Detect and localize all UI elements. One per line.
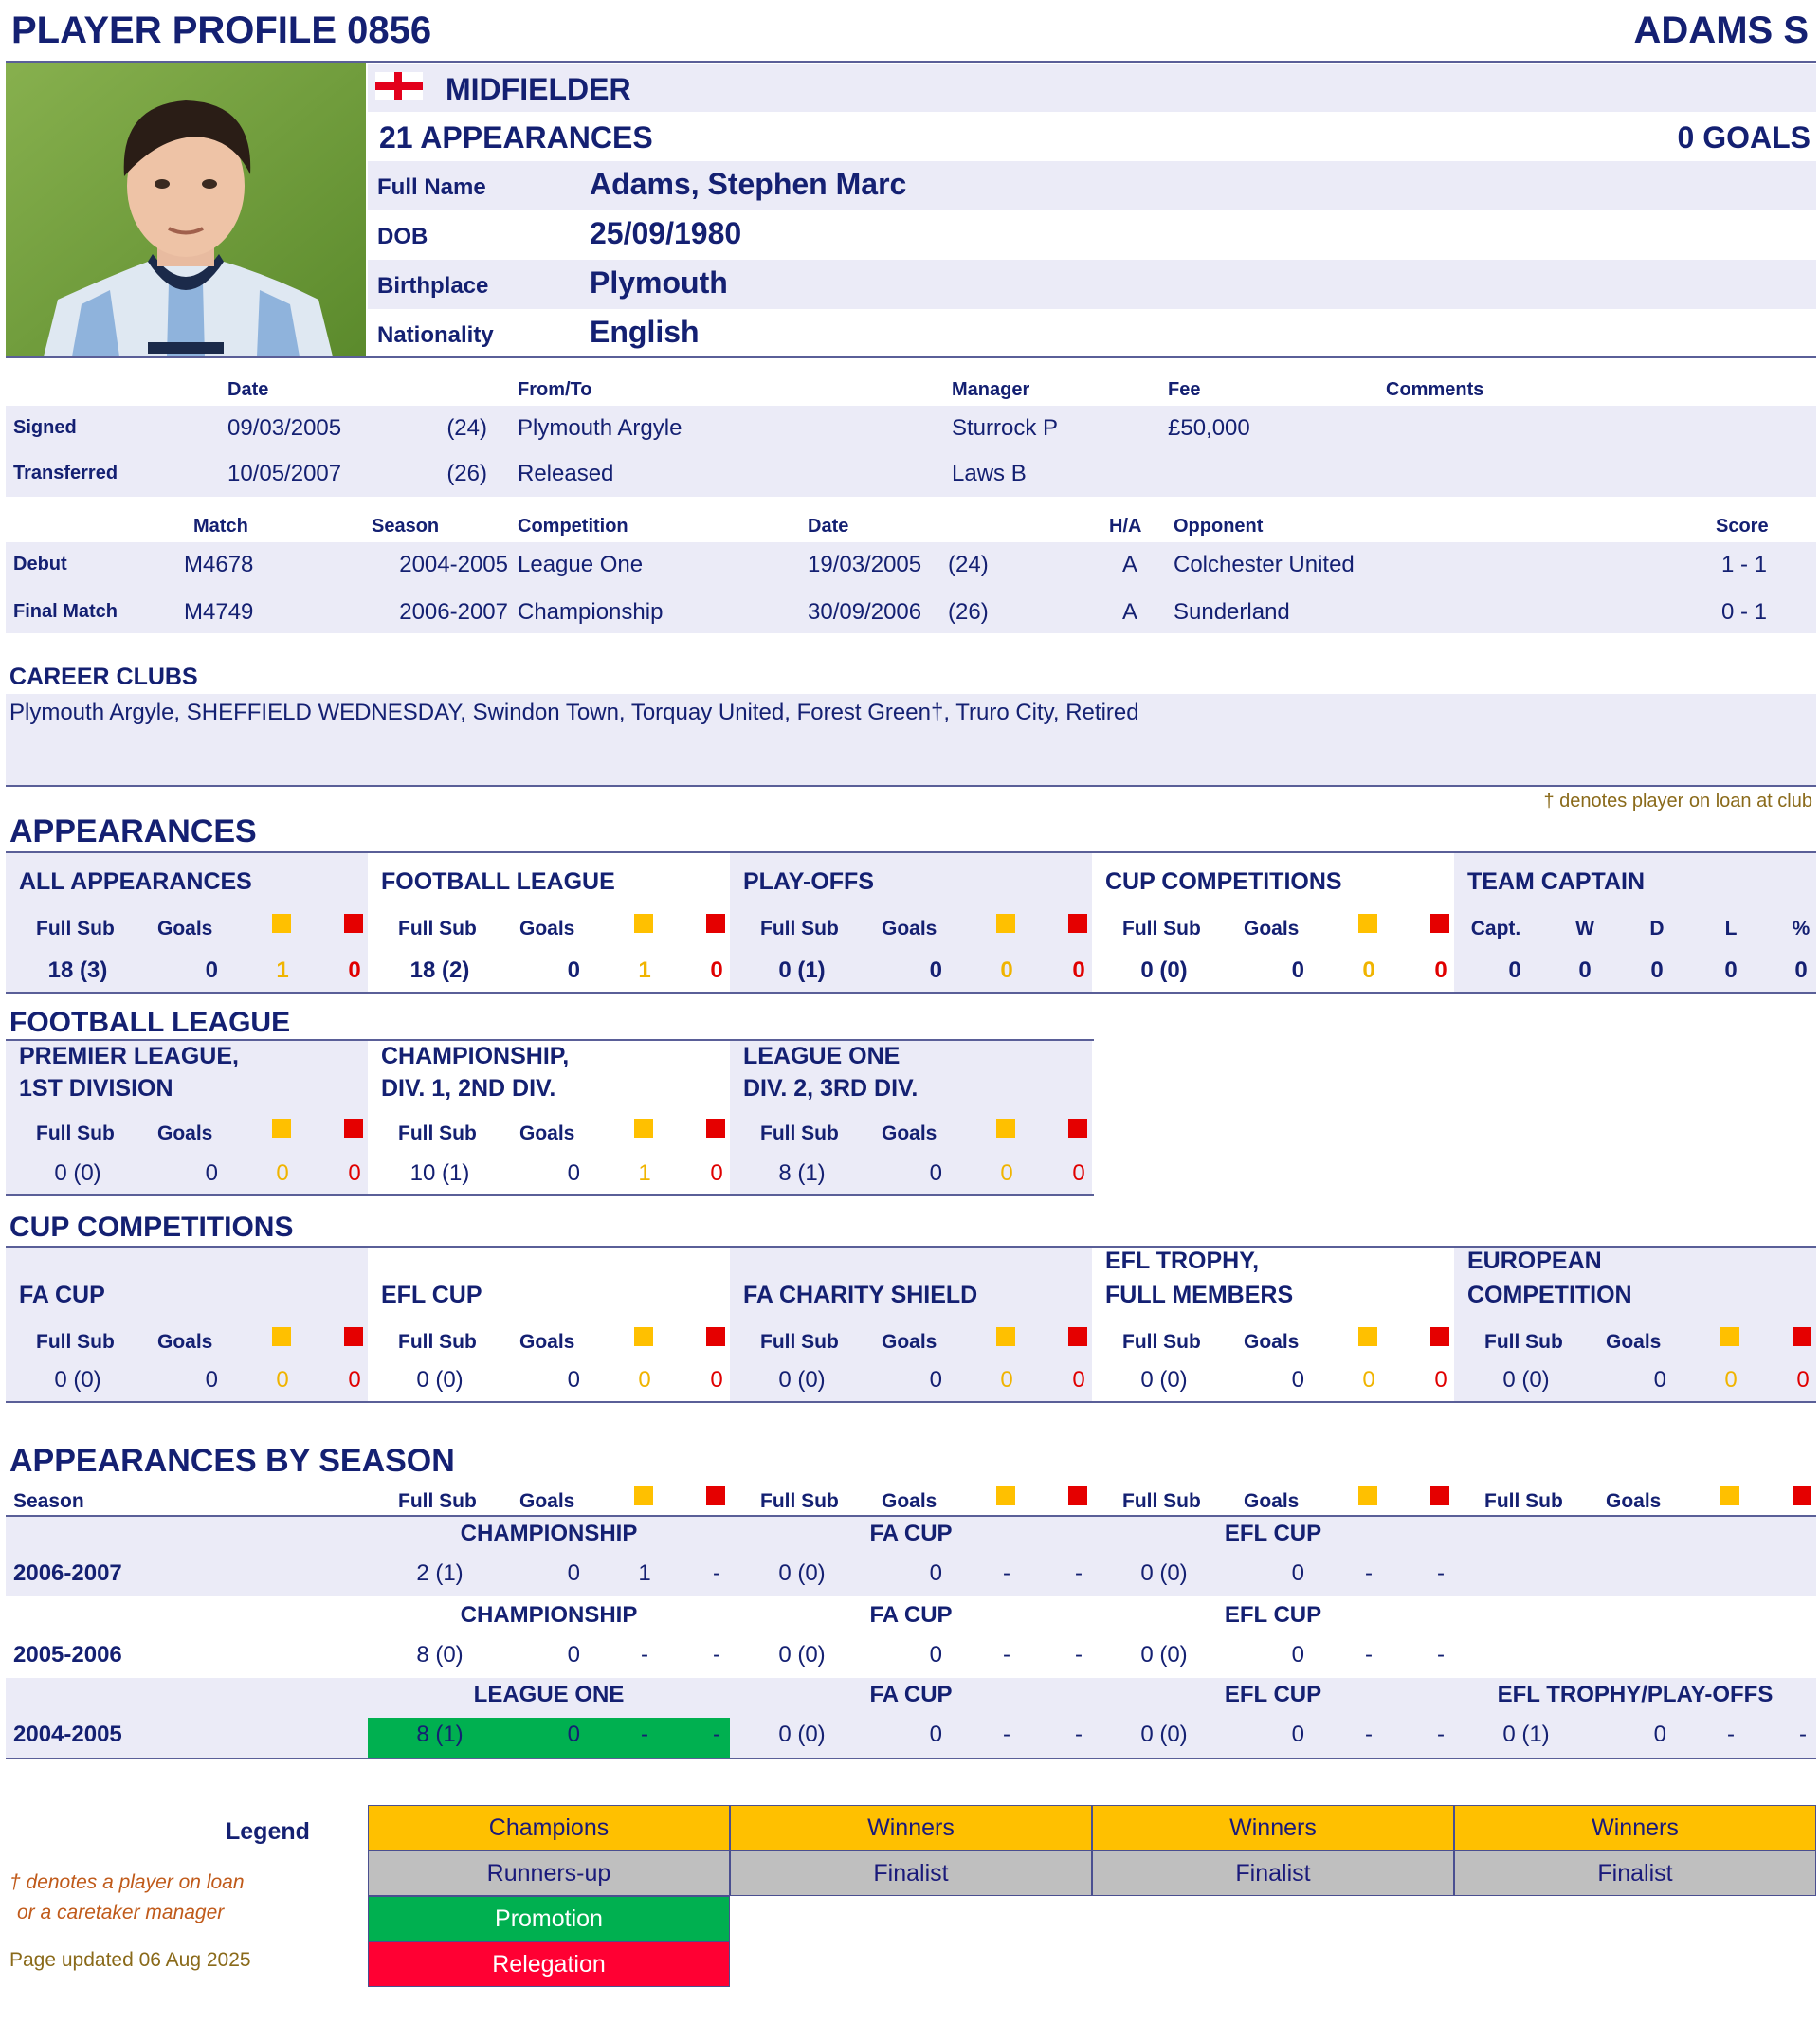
stat-goals: 0 <box>567 957 580 983</box>
loan-note: † denotes player on loan at club <box>1543 791 1812 811</box>
match-date: 19/03/2005 <box>808 552 922 577</box>
full-sub-label: Full Sub <box>36 1331 115 1353</box>
stat-full-sub: 0 (0) <box>1140 957 1188 983</box>
goals-label: Goals <box>882 1122 937 1144</box>
season-competition: CHAMPIONSHIP <box>460 1521 638 1546</box>
career-clubs-title: CAREER CLUBS <box>9 664 198 690</box>
yellow-card-icon <box>1720 1327 1739 1346</box>
transfer-date: 10/05/2007 <box>228 461 342 486</box>
yellow-card-icon <box>996 1486 1015 1505</box>
season-yellow: - <box>1003 1642 1010 1668</box>
stat-red: 0 <box>348 957 361 983</box>
field-label: Full Name <box>377 174 486 200</box>
legend-promotion: Promotion <box>368 1896 730 1942</box>
season-goals: 0 <box>1653 1722 1666 1747</box>
stat-goals: 0 <box>929 957 942 983</box>
league-block-subtitle: 1ST DIVISION <box>19 1075 173 1102</box>
legend-champions: Champions <box>368 1805 730 1851</box>
season-competition: FA CUP <box>869 1521 953 1546</box>
captain-header: D <box>1649 918 1665 939</box>
season-yellow: - <box>1365 1642 1373 1668</box>
stat-full-sub: 8 (1) <box>778 1160 826 1186</box>
legend-winners: Winners <box>1092 1805 1454 1851</box>
full-sub-label: Full Sub <box>1484 1331 1563 1353</box>
yellow-card-icon <box>272 1327 291 1346</box>
season-competition: EFL CUP <box>1224 1682 1322 1707</box>
match-header: Score <box>1716 516 1769 537</box>
page-title: PLAYER PROFILE 0856 <box>11 9 432 51</box>
goals-label: Goals <box>882 918 937 939</box>
goals-label: Goals <box>519 1122 575 1144</box>
yellow-card-icon <box>1358 1486 1377 1505</box>
league-block-title: LEAGUE ONE <box>743 1043 901 1069</box>
match-ha: A <box>1122 599 1138 625</box>
season-red: - <box>1437 1560 1445 1586</box>
appearance-block-title: ALL APPEARANCES <box>19 868 252 895</box>
yellow-card-icon <box>634 914 653 933</box>
field-value: 25/09/1980 <box>590 216 742 250</box>
stat-goals: 0 <box>929 1367 942 1393</box>
yellow-card-icon <box>634 1486 653 1505</box>
transfer-age: (26) <box>446 461 487 486</box>
season-full-sub: 8 (0) <box>416 1642 464 1668</box>
player-photo <box>6 63 366 356</box>
player-name-header: ADAMS S <box>1633 9 1809 51</box>
cup-block-title: EFL TROPHY, <box>1105 1248 1260 1274</box>
match-id: M4749 <box>184 599 254 625</box>
stat-goals: 0 <box>205 957 218 983</box>
captain-title: TEAM CAPTAIN <box>1467 868 1646 895</box>
full-sub-label: Full Sub <box>760 918 839 939</box>
field-label: Nationality <box>377 322 494 348</box>
stat-full-sub: 18 (2) <box>410 957 470 983</box>
season-competition: EFL CUP <box>1224 1602 1322 1628</box>
stat-red: 0 <box>710 957 723 983</box>
cup-block-subtitle: EFL CUP <box>381 1282 482 1308</box>
appearance-block-title: CUP COMPETITIONS <box>1105 868 1342 895</box>
full-sub-label: Full Sub <box>760 1490 839 1512</box>
legend-runners-up: Runners-up <box>368 1851 730 1896</box>
season-full-sub: 8 (1) <box>416 1722 464 1747</box>
season-full-sub: 0 (0) <box>1140 1642 1188 1668</box>
season-goals: 0 <box>567 1560 580 1586</box>
captain-header: L <box>1724 918 1738 939</box>
stat-yellow: 0 <box>1724 1367 1738 1393</box>
career-clubs-list: Plymouth Argyle, SHEFFIELD WEDNESDAY, Swindon Town, Torquay United, Forest Green†, Truro City, Retired <box>9 700 1139 725</box>
transfer-label: Transferred <box>13 463 118 483</box>
match-header: H/A <box>1109 516 1142 537</box>
season-yellow: - <box>1003 1560 1010 1586</box>
captain-header: % <box>1792 918 1811 939</box>
captain-value: 0 <box>1578 957 1592 983</box>
season-red: - <box>713 1560 720 1586</box>
stat-red: 0 <box>1072 1160 1085 1186</box>
appearance-block-title: FOOTBALL LEAGUE <box>381 868 615 895</box>
cup-block-subtitle: FA CHARITY SHIELD <box>743 1282 978 1308</box>
legend-winners: Winners <box>1454 1805 1816 1851</box>
match-header: Match <box>193 516 248 537</box>
stat-full-sub: 10 (1) <box>410 1160 470 1186</box>
stat-full-sub: 0 (0) <box>54 1160 101 1186</box>
transfer-club: Plymouth Argyle <box>518 415 682 441</box>
match-competition: League One <box>518 552 644 577</box>
match-header: Date <box>808 516 849 537</box>
england-flag-icon <box>375 72 423 100</box>
league-block-subtitle: DIV. 1, 2ND DIV. <box>381 1075 556 1102</box>
yellow-card-icon <box>272 1119 291 1138</box>
red-card-icon <box>1793 1486 1811 1505</box>
cup-block-subtitle: COMPETITION <box>1467 1282 1632 1308</box>
season-yellow: - <box>641 1642 648 1668</box>
transfer-manager: Laws B <box>952 461 1027 486</box>
transfer-header: Fee <box>1168 379 1201 400</box>
season-yellow: - <box>1365 1560 1373 1586</box>
legend-winners: Winners <box>730 1805 1092 1851</box>
season-yellow: - <box>641 1722 648 1747</box>
yellow-card-icon <box>996 1327 1015 1346</box>
red-card-icon <box>706 1119 725 1138</box>
cup-block-subtitle: FA CUP <box>19 1282 105 1308</box>
season-red: - <box>1075 1642 1083 1668</box>
full-sub-label: Full Sub <box>398 1490 477 1512</box>
season-competition: EFL CUP <box>1224 1521 1322 1546</box>
goals-label: Goals <box>1606 1331 1662 1353</box>
red-card-icon <box>1430 1327 1449 1346</box>
season-goals: 0 <box>929 1560 942 1586</box>
stat-red: 0 <box>1072 1367 1085 1393</box>
stat-red: 0 <box>1434 957 1447 983</box>
stat-full-sub: 0 (0) <box>1502 1367 1550 1393</box>
match-competition: Championship <box>518 599 664 625</box>
legend-finalist: Finalist <box>1454 1851 1816 1896</box>
full-sub-label: Full Sub <box>36 918 115 939</box>
league-block-title: PREMIER LEAGUE, <box>19 1043 239 1069</box>
red-card-icon <box>1793 1327 1811 1346</box>
transfer-age: (24) <box>446 415 487 441</box>
season-yellow: - <box>1727 1722 1735 1747</box>
stat-goals: 0 <box>205 1160 218 1186</box>
red-card-icon <box>1068 1486 1087 1505</box>
season-full-sub: 0 (0) <box>778 1722 826 1747</box>
stat-red: 0 <box>348 1160 361 1186</box>
stat-red: 0 <box>1072 957 1085 983</box>
stat-yellow: 1 <box>276 957 289 983</box>
stat-yellow: 0 <box>1000 1160 1013 1186</box>
legend-relegation: Relegation <box>368 1942 730 1987</box>
league-block-title: CHAMPIONSHIP, <box>381 1043 570 1069</box>
transfer-header: Date <box>228 379 269 400</box>
stat-full-sub: 0 (1) <box>778 957 826 983</box>
field-label: Birthplace <box>377 273 489 299</box>
yellow-card-icon <box>634 1327 653 1346</box>
season-competition: EFL TROPHY/PLAY-OFFS <box>1497 1682 1774 1707</box>
match-label: Final Match <box>13 601 118 622</box>
full-sub-label: Full Sub <box>36 1122 115 1144</box>
stat-red: 0 <box>710 1160 723 1186</box>
transfer-manager: Sturrock P <box>952 415 1059 441</box>
match-header: Season <box>372 516 440 537</box>
season-full-sub: 0 (0) <box>1140 1560 1188 1586</box>
season-red: - <box>713 1722 720 1747</box>
season-goals: 0 <box>1291 1642 1304 1668</box>
stat-full-sub: 18 (3) <box>47 957 108 983</box>
captain-value: 0 <box>1794 957 1808 983</box>
match-season: 2004-2005 <box>399 552 508 577</box>
captain-value: 0 <box>1508 957 1521 983</box>
red-card-icon <box>706 1327 725 1346</box>
stat-yellow: 1 <box>638 1160 651 1186</box>
match-age: (24) <box>948 552 989 577</box>
season-yellow: - <box>1365 1722 1373 1747</box>
stat-yellow: 0 <box>276 1367 289 1393</box>
stat-goals: 0 <box>1653 1367 1666 1393</box>
stat-full-sub: 0 (0) <box>1140 1367 1188 1393</box>
match-header: Competition <box>518 516 628 537</box>
transfer-header: Manager <box>952 379 1030 400</box>
legend-finalist: Finalist <box>730 1851 1092 1896</box>
red-card-icon <box>1068 914 1087 933</box>
stat-yellow: 0 <box>638 1367 651 1393</box>
stat-yellow: 0 <box>1362 957 1375 983</box>
stat-full-sub: 0 (0) <box>416 1367 464 1393</box>
goals-label: Goals <box>519 1331 575 1353</box>
red-card-icon <box>1068 1119 1087 1138</box>
red-card-icon <box>1430 914 1449 933</box>
legend-title: Legend <box>226 1818 310 1845</box>
season-goals: 0 <box>1291 1722 1304 1747</box>
field-label: DOB <box>377 224 428 249</box>
season-yellow: - <box>1003 1722 1010 1747</box>
season-red: - <box>1437 1642 1445 1668</box>
yellow-card-icon <box>996 914 1015 933</box>
goals-label: Goals <box>882 1490 937 1512</box>
goals-label: Goals <box>882 1331 937 1353</box>
full-sub-label: Full Sub <box>398 918 477 939</box>
goals-total: 0 GOALS <box>1677 120 1811 155</box>
full-sub-label: Full Sub <box>760 1122 839 1144</box>
legend-finalist: Finalist <box>1092 1851 1454 1896</box>
season-red: - <box>1799 1722 1807 1747</box>
position: MIDFIELDER <box>446 72 631 106</box>
goals-label: Goals <box>1244 918 1300 939</box>
yellow-card-icon <box>272 914 291 933</box>
match-score: 0 - 1 <box>1720 599 1768 625</box>
season-goals: 0 <box>567 1642 580 1668</box>
goals-label: Goals <box>157 1331 213 1353</box>
stat-yellow: 0 <box>1362 1367 1375 1393</box>
full-sub-label: Full Sub <box>760 1331 839 1353</box>
red-card-icon <box>706 914 725 933</box>
season-red: - <box>713 1642 720 1668</box>
match-opponent: Colchester United <box>1174 552 1355 577</box>
season-full-sub: 2 (1) <box>416 1560 464 1586</box>
match-season: 2006-2007 <box>399 599 508 625</box>
season-goals: 0 <box>1291 1560 1304 1586</box>
stat-goals: 0 <box>205 1367 218 1393</box>
stat-goals: 0 <box>567 1160 580 1186</box>
goals-label: Goals <box>1244 1490 1300 1512</box>
stat-yellow: 0 <box>1000 957 1013 983</box>
season-yellow: 1 <box>638 1560 651 1586</box>
match-label: Debut <box>13 554 67 574</box>
yellow-card-icon <box>634 1119 653 1138</box>
goals-label: Goals <box>1244 1331 1300 1353</box>
cup-block-title: EUROPEAN <box>1467 1248 1602 1274</box>
stat-yellow: 1 <box>638 957 651 983</box>
captain-header: Capt. <box>1470 918 1521 939</box>
season-goals: 0 <box>929 1642 942 1668</box>
season-header: Season <box>13 1490 84 1512</box>
league-block-subtitle: DIV. 2, 3RD DIV. <box>743 1075 919 1102</box>
appearance-block-title: PLAY-OFFS <box>743 868 874 895</box>
transfer-date: 09/03/2005 <box>228 415 342 441</box>
match-id: M4678 <box>184 552 254 577</box>
page-updated: Page updated 06 Aug 2025 <box>9 1949 251 1971</box>
match-age: (26) <box>948 599 989 625</box>
goals-label: Goals <box>157 1122 213 1144</box>
season-label: 2006-2007 <box>13 1560 122 1586</box>
yellow-card-icon <box>1358 1327 1377 1346</box>
stat-goals: 0 <box>1291 957 1304 983</box>
stat-yellow: 0 <box>1000 1367 1013 1393</box>
stat-goals: 0 <box>929 1160 942 1186</box>
stat-red: 0 <box>1796 1367 1810 1393</box>
seasons-title: APPEARANCES BY SEASON <box>9 1443 455 1479</box>
captain-value: 0 <box>1650 957 1664 983</box>
goals-label: Goals <box>157 918 213 939</box>
full-sub-label: Full Sub <box>398 1122 477 1144</box>
red-card-icon <box>706 1486 725 1505</box>
red-card-icon <box>1430 1486 1449 1505</box>
full-sub-label: Full Sub <box>1484 1490 1563 1512</box>
full-sub-label: Full Sub <box>1122 1331 1201 1353</box>
match-header: Opponent <box>1174 516 1264 537</box>
transfer-header: Comments <box>1386 379 1484 400</box>
transfer-fee: £50,000 <box>1168 415 1250 441</box>
appearances-title: APPEARANCES <box>9 813 257 849</box>
red-card-icon <box>344 1327 363 1346</box>
field-value: Adams, Stephen Marc <box>590 167 907 201</box>
yellow-card-icon <box>996 1119 1015 1138</box>
season-competition: FA CUP <box>869 1682 953 1707</box>
red-card-icon <box>344 1119 363 1138</box>
stat-yellow: 0 <box>276 1160 289 1186</box>
season-red: - <box>1075 1722 1083 1747</box>
season-goals: 0 <box>567 1722 580 1747</box>
goals-label: Goals <box>1606 1490 1662 1512</box>
stat-red: 0 <box>1434 1367 1447 1393</box>
yellow-card-icon <box>1720 1486 1739 1505</box>
season-full-sub: 0 (1) <box>1502 1722 1550 1747</box>
football-league-title: FOOTBALL LEAGUE <box>9 1007 291 1038</box>
match-score: 1 - 1 <box>1720 552 1768 577</box>
transfer-header: From/To <box>518 379 592 400</box>
yellow-card-icon <box>1358 914 1377 933</box>
goals-label: Goals <box>519 1490 575 1512</box>
stat-full-sub: 0 (0) <box>778 1367 826 1393</box>
season-label: 2004-2005 <box>13 1722 122 1747</box>
red-card-icon <box>1068 1327 1087 1346</box>
appearances-total: 21 APPEARANCES <box>379 120 653 155</box>
cup-competitions-title: CUP COMPETITIONS <box>9 1212 294 1243</box>
match-date: 30/09/2006 <box>808 599 922 625</box>
transfer-club: Released <box>518 461 614 486</box>
field-value: English <box>590 315 700 349</box>
season-competition: LEAGUE ONE <box>473 1682 625 1707</box>
stat-full-sub: 0 (0) <box>54 1367 101 1393</box>
transfer-label: Signed <box>13 417 77 438</box>
match-ha: A <box>1122 552 1138 577</box>
season-label: 2005-2006 <box>13 1642 122 1668</box>
season-goals: 0 <box>929 1722 942 1747</box>
goals-label: Goals <box>519 918 575 939</box>
red-card-icon <box>344 914 363 933</box>
captain-header: W <box>1575 918 1594 939</box>
season-red: - <box>1075 1560 1083 1586</box>
season-red: - <box>1437 1722 1445 1747</box>
full-sub-label: Full Sub <box>1122 918 1201 939</box>
captain-value: 0 <box>1724 957 1738 983</box>
match-opponent: Sunderland <box>1174 599 1290 625</box>
cup-block-subtitle: FULL MEMBERS <box>1105 1282 1294 1308</box>
legend-note: † denotes a player on loan <box>9 1871 245 1893</box>
legend-note: or a caretaker manager <box>17 1902 225 1923</box>
season-full-sub: 0 (0) <box>778 1642 826 1668</box>
stat-goals: 0 <box>567 1367 580 1393</box>
stat-goals: 0 <box>1291 1367 1304 1393</box>
full-sub-label: Full Sub <box>398 1331 477 1353</box>
full-sub-label: Full Sub <box>1122 1490 1201 1512</box>
season-competition: CHAMPIONSHIP <box>460 1602 638 1628</box>
season-competition: FA CUP <box>869 1602 953 1628</box>
stat-red: 0 <box>348 1367 361 1393</box>
season-full-sub: 0 (0) <box>1140 1722 1188 1747</box>
season-full-sub: 0 (0) <box>778 1560 826 1586</box>
stat-red: 0 <box>710 1367 723 1393</box>
field-value: Plymouth <box>590 265 728 300</box>
